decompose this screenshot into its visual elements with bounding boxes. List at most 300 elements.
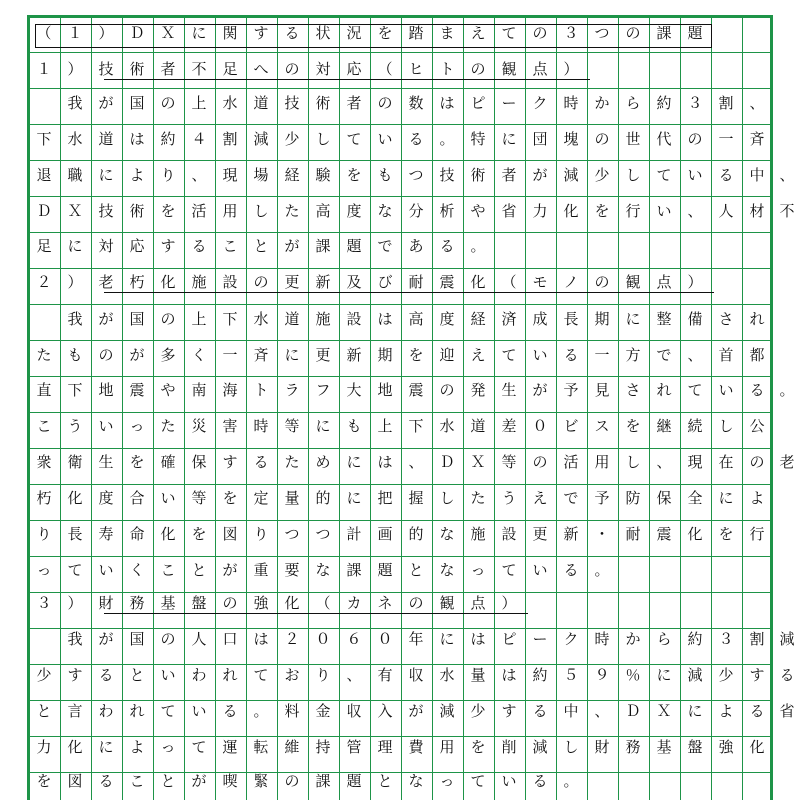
manuscript-char: カ <box>346 594 362 612</box>
manuscript-char: 収 <box>408 666 424 684</box>
manuscript-char: と <box>408 561 424 579</box>
manuscript-char: を <box>408 346 424 364</box>
manuscript-char: 題 <box>346 237 362 255</box>
manuscript-char: 持 <box>315 738 331 756</box>
manuscript-char: 。 <box>439 130 455 148</box>
manuscript-char: 等 <box>501 453 517 471</box>
manuscript-char: （ <box>315 594 331 612</box>
manuscript-char: り <box>160 166 176 184</box>
manuscript-char: 予 <box>594 489 610 507</box>
manuscript-char: 下 <box>36 130 52 148</box>
manuscript-char: 代 <box>656 130 672 148</box>
manuscript-char: 技 <box>98 202 114 220</box>
manuscript-char: い <box>532 346 548 364</box>
manuscript-char: 観 <box>625 273 641 291</box>
manuscript-char: 害 <box>222 417 238 435</box>
manuscript-char: 化 <box>749 738 765 756</box>
manuscript-char: 計 <box>346 525 362 543</box>
manuscript-char: 寿 <box>98 525 114 543</box>
manuscript-char: た <box>284 453 300 471</box>
manuscript-char: こ <box>222 237 238 255</box>
manuscript-char: 職 <box>67 166 83 184</box>
manuscript-char: 少 <box>284 130 300 148</box>
manuscript-char: れ <box>656 381 672 399</box>
manuscript-char: 減 <box>687 666 703 684</box>
manuscript-char: 道 <box>253 94 269 112</box>
manuscript-char: 強 <box>253 594 269 612</box>
manuscript-char: 課 <box>315 772 331 790</box>
manuscript-char: 化 <box>687 525 703 543</box>
manuscript-char: 確 <box>160 453 176 471</box>
manuscript-char: 足 <box>222 60 238 78</box>
manuscript-char: 施 <box>315 310 331 328</box>
manuscript-char: く <box>191 346 207 364</box>
manuscript-char: い <box>98 417 114 435</box>
manuscript-char: 水 <box>222 94 238 112</box>
manuscript-char: 上 <box>191 310 207 328</box>
manuscript-char: 予 <box>563 381 579 399</box>
manuscript-char: ら <box>625 94 641 112</box>
manuscript-char: 有 <box>377 666 393 684</box>
manuscript-char: 、 <box>687 202 703 220</box>
manuscript-char: 口 <box>222 630 238 648</box>
manuscript-char: び <box>377 273 393 291</box>
manuscript-char: ヒ <box>408 60 424 78</box>
manuscript-char: 把 <box>377 489 393 507</box>
manuscript-char: 朽 <box>36 489 52 507</box>
manuscript-char: を <box>718 525 734 543</box>
manuscript-char: 中 <box>563 702 579 720</box>
manuscript-char: 術 <box>470 166 486 184</box>
manuscript-char: 課 <box>315 237 331 255</box>
manuscript-char: 材 <box>749 202 765 220</box>
manuscript-char: 務 <box>625 738 641 756</box>
manuscript-char: た <box>470 489 486 507</box>
manuscript-char: 喫 <box>222 772 238 790</box>
manuscript-char: 、 <box>191 166 207 184</box>
manuscript-char: 大 <box>346 381 362 399</box>
manuscript-char: い <box>377 130 393 148</box>
heading-underline <box>104 292 714 293</box>
manuscript-char: 験 <box>315 166 331 184</box>
manuscript-char: の <box>253 273 269 291</box>
manuscript-char: て <box>501 346 517 364</box>
manuscript-char: 収 <box>346 702 362 720</box>
manuscript-char: ０ <box>532 417 548 435</box>
heading-underline <box>104 613 528 614</box>
manuscript-char: ５ <box>563 666 579 684</box>
manuscript-char: 生 <box>98 453 114 471</box>
manuscript-char: 塊 <box>563 130 579 148</box>
manuscript-char: っ <box>36 561 52 579</box>
manuscript-char: Ｄ <box>36 202 52 220</box>
manuscript-char: る <box>779 666 795 684</box>
manuscript-char: 応 <box>129 237 145 255</box>
manuscript-char: て <box>687 381 703 399</box>
manuscript-char: 技 <box>439 166 455 184</box>
manuscript-char: 合 <box>129 489 145 507</box>
manuscript-char: 活 <box>563 453 579 471</box>
manuscript-char: や <box>160 381 176 399</box>
manuscript-char: 少 <box>594 166 610 184</box>
manuscript-char: を <box>160 202 176 220</box>
manuscript-char: 析 <box>439 202 455 220</box>
manuscript-char: 期 <box>594 310 610 328</box>
manuscript-char: （ <box>501 273 517 291</box>
manuscript-char: 更 <box>284 273 300 291</box>
manuscript-char: ） <box>67 594 83 612</box>
manuscript-char: 緊 <box>253 772 269 790</box>
manuscript-char: を <box>346 166 362 184</box>
manuscript-char: た <box>36 346 52 364</box>
manuscript-char: を <box>377 24 393 42</box>
manuscript-char: 画 <box>377 525 393 543</box>
manuscript-char: Ｘ <box>160 24 176 42</box>
manuscript-char: 基 <box>656 738 672 756</box>
manuscript-char: い <box>656 202 672 220</box>
manuscript-char: を <box>470 738 486 756</box>
manuscript-char: に <box>98 166 114 184</box>
manuscript-char: で <box>656 346 672 364</box>
manuscript-char: い <box>160 666 176 684</box>
manuscript-char: ま <box>439 24 455 42</box>
manuscript-char: 命 <box>129 525 145 543</box>
manuscript-char: 経 <box>470 310 486 328</box>
manuscript-char: 金 <box>315 702 331 720</box>
manuscript-char: を <box>594 202 610 220</box>
manuscript-char: 用 <box>439 738 455 756</box>
manuscript-char: す <box>253 24 269 42</box>
manuscript-char: れ <box>222 666 238 684</box>
manuscript-char: 更 <box>315 346 331 364</box>
manuscript-char: い <box>501 772 517 790</box>
manuscript-char: か <box>625 630 641 648</box>
manuscript-char: の <box>470 60 486 78</box>
manuscript-char: 道 <box>284 310 300 328</box>
manuscript-char: は <box>377 453 393 471</box>
manuscript-char: １ <box>67 24 83 42</box>
manuscript-char: す <box>501 702 517 720</box>
manuscript-char: で <box>563 489 579 507</box>
manuscript-char: っ <box>160 738 176 756</box>
manuscript-char: ・ <box>594 525 610 543</box>
manuscript-char: と <box>377 772 393 790</box>
manuscript-char: 継 <box>656 417 672 435</box>
manuscript-char: の <box>625 24 641 42</box>
manuscript-char: 課 <box>656 24 672 42</box>
manuscript-char: え <box>470 24 486 42</box>
manuscript-char: 的 <box>315 489 331 507</box>
manuscript-char: は <box>501 666 517 684</box>
manuscript-char: て <box>67 561 83 579</box>
manuscript-char: っ <box>470 561 486 579</box>
manuscript-char: 財 <box>98 594 114 612</box>
manuscript-char: し <box>625 166 641 184</box>
manuscript-char: が <box>191 772 207 790</box>
manuscript-char: 要 <box>284 561 300 579</box>
manuscript-char: と <box>160 772 176 790</box>
manuscript-char: っ <box>129 417 145 435</box>
manuscript-char: 新 <box>315 273 331 291</box>
manuscript-char: る <box>532 772 548 790</box>
manuscript-char: 量 <box>284 489 300 507</box>
manuscript-char: す <box>67 666 83 684</box>
manuscript-char: 全 <box>687 489 703 507</box>
manuscript-char: 観 <box>501 60 517 78</box>
manuscript-char: 割 <box>749 630 765 648</box>
manuscript-char: 管 <box>346 738 362 756</box>
manuscript-char: 料 <box>284 702 300 720</box>
manuscript-char: わ <box>191 666 207 684</box>
manuscript-char: 地 <box>377 381 393 399</box>
manuscript-char: （ <box>377 60 393 78</box>
manuscript-char: の <box>532 453 548 471</box>
manuscript-char: 済 <box>501 310 517 328</box>
manuscript-char: 老 <box>98 273 114 291</box>
manuscript-char: 設 <box>222 273 238 291</box>
manuscript-char: の <box>594 130 610 148</box>
manuscript-char: 度 <box>346 202 362 220</box>
manuscript-char: る <box>749 702 765 720</box>
manuscript-char: ラ <box>284 381 300 399</box>
manuscript-char: の <box>532 24 548 42</box>
manuscript-char: に <box>315 417 331 435</box>
manuscript-char: を <box>625 417 641 435</box>
manuscript-char: る <box>563 346 579 364</box>
manuscript-char: 長 <box>563 310 579 328</box>
manuscript-char: 減 <box>779 630 795 648</box>
manuscript-char: 、 <box>687 346 703 364</box>
manuscript-char: ー <box>532 630 548 648</box>
manuscript-char: 震 <box>129 381 145 399</box>
manuscript-char: も <box>377 166 393 184</box>
manuscript-char: 退 <box>36 166 52 184</box>
manuscript-char: れ <box>749 310 765 328</box>
manuscript-char: 我 <box>67 630 83 648</box>
manuscript-char: 減 <box>439 702 455 720</box>
manuscript-char: 割 <box>718 94 734 112</box>
manuscript-char: な <box>377 202 393 220</box>
manuscript-char: 。 <box>594 561 610 579</box>
manuscript-char: 化 <box>284 594 300 612</box>
manuscript-char: 首 <box>718 346 734 364</box>
manuscript-char: 設 <box>501 525 517 543</box>
manuscript-char: ） <box>67 60 83 78</box>
manuscript-char: 財 <box>594 738 610 756</box>
manuscript-char: 保 <box>191 453 207 471</box>
manuscript-char: ０ <box>315 630 331 648</box>
manuscript-char: て <box>253 666 269 684</box>
manuscript-char: の <box>160 310 176 328</box>
manuscript-char: 国 <box>129 630 145 648</box>
manuscript-char: 言 <box>67 702 83 720</box>
manuscript-char: と <box>36 702 52 720</box>
manuscript-char: ノ <box>563 273 579 291</box>
manuscript-char: 不 <box>779 202 795 220</box>
manuscript-char: 水 <box>439 666 455 684</box>
manuscript-char: 耐 <box>408 273 424 291</box>
manuscript-char: ピ <box>501 630 517 648</box>
manuscript-char: る <box>532 702 548 720</box>
manuscript-char: 朽 <box>129 273 145 291</box>
manuscript-char: な <box>439 525 455 543</box>
manuscript-char: 成 <box>532 310 548 328</box>
manuscript-char: る <box>191 237 207 255</box>
manuscript-char: Ｘ <box>656 702 672 720</box>
manuscript-char: な <box>439 561 455 579</box>
manuscript-char: つ <box>315 525 331 543</box>
manuscript-char: 務 <box>129 594 145 612</box>
manuscript-char: 、 <box>408 453 424 471</box>
manuscript-char: 場 <box>253 166 269 184</box>
manuscript-char: ３ <box>718 630 734 648</box>
manuscript-char: Ｄ <box>625 702 641 720</box>
manuscript-char: の <box>222 594 238 612</box>
manuscript-char: ％ <box>625 666 641 684</box>
manuscript-char: り <box>36 525 52 543</box>
manuscript-char: 者 <box>160 60 176 78</box>
manuscript-char: に <box>718 489 734 507</box>
manuscript-char: 斉 <box>253 346 269 364</box>
manuscript-char: ３ <box>36 594 52 612</box>
manuscript-char: な <box>408 772 424 790</box>
manuscript-char: モ <box>532 273 548 291</box>
manuscript-char: 、 <box>656 453 672 471</box>
manuscript-char: 直 <box>36 381 52 399</box>
manuscript-char: 下 <box>408 417 424 435</box>
manuscript-char: 保 <box>656 489 672 507</box>
manuscript-char: 化 <box>563 202 579 220</box>
manuscript-char: 等 <box>284 417 300 435</box>
manuscript-char: ０ <box>377 630 393 648</box>
manuscript-char: 施 <box>470 525 486 543</box>
manuscript-char: 基 <box>160 594 176 612</box>
manuscript-char: 入 <box>377 702 393 720</box>
manuscript-char: 不 <box>191 60 207 78</box>
manuscript-char: 高 <box>408 310 424 328</box>
manuscript-char: 応 <box>346 60 362 78</box>
manuscript-char: が <box>408 702 424 720</box>
manuscript-char: 人 <box>718 202 734 220</box>
manuscript-char: 等 <box>191 489 207 507</box>
manuscript-char: 現 <box>687 453 703 471</box>
manuscript-char: 踏 <box>408 24 424 42</box>
manuscript-char: ） <box>67 273 83 291</box>
manuscript-char: い <box>687 166 703 184</box>
manuscript-char: る <box>563 561 579 579</box>
manuscript-char: 特 <box>470 130 486 148</box>
manuscript-char: ２ <box>36 273 52 291</box>
manuscript-char: て <box>501 24 517 42</box>
manuscript-char: れ <box>129 702 145 720</box>
manuscript-char: の <box>594 273 610 291</box>
manuscript-char: Ｘ <box>470 453 486 471</box>
manuscript-char: や <box>470 202 486 220</box>
manuscript-char: は <box>470 630 486 648</box>
manuscript-char: よ <box>129 166 145 184</box>
manuscript-char: 一 <box>718 130 734 148</box>
manuscript-char: 震 <box>439 273 455 291</box>
manuscript-char: 更 <box>532 525 548 543</box>
manuscript-char: に <box>191 24 207 42</box>
manuscript-char: 省 <box>501 202 517 220</box>
manuscript-char: い <box>191 702 207 720</box>
manuscript-char: ネ <box>377 594 393 612</box>
manuscript-char: 点 <box>656 273 672 291</box>
manuscript-char: 公 <box>749 417 765 435</box>
manuscript-char: ） <box>98 24 114 42</box>
manuscript-char: が <box>532 166 548 184</box>
manuscript-char: 国 <box>129 310 145 328</box>
manuscript-char: る <box>749 381 765 399</box>
manuscript-char: 南 <box>191 381 207 399</box>
manuscript-char: の <box>439 381 455 399</box>
manuscript-char: 。 <box>470 237 486 255</box>
manuscript-char: 整 <box>656 310 672 328</box>
manuscript-char: ピ <box>470 94 486 112</box>
manuscript-char: な <box>315 561 331 579</box>
manuscript-char: と <box>253 237 269 255</box>
manuscript-char: 少 <box>470 702 486 720</box>
manuscript-char: 水 <box>439 417 455 435</box>
manuscript-char: も <box>346 417 362 435</box>
manuscript-char: の <box>749 453 765 471</box>
manuscript-char: 費 <box>408 738 424 756</box>
manuscript-char: 重 <box>253 561 269 579</box>
manuscript-char: 。 <box>563 772 579 790</box>
manuscript-char: Ｘ <box>67 202 83 220</box>
manuscript-char: 備 <box>687 310 703 328</box>
manuscript-char: に <box>98 738 114 756</box>
manuscript-char: ２ <box>284 630 300 648</box>
manuscript-char: 約 <box>687 630 703 648</box>
manuscript-char: 方 <box>625 346 641 364</box>
manuscript-char: す <box>749 666 765 684</box>
manuscript-char: は <box>253 630 269 648</box>
manuscript-char: 者 <box>501 166 517 184</box>
manuscript-char: 者 <box>346 94 362 112</box>
manuscript-char: う <box>67 417 83 435</box>
manuscript-char: 足 <box>36 237 52 255</box>
manuscript-char: 約 <box>656 94 672 112</box>
manuscript-char: 図 <box>222 525 238 543</box>
manuscript-char: 度 <box>439 310 455 328</box>
manuscript-char: る <box>222 702 238 720</box>
manuscript-char: 災 <box>191 417 207 435</box>
manuscript-char: 道 <box>470 417 486 435</box>
manuscript-char: ６ <box>346 630 362 648</box>
manuscript-char: く <box>129 561 145 579</box>
manuscript-char: フ <box>315 381 331 399</box>
manuscript-char: Ｄ <box>439 453 455 471</box>
manuscript-char: り <box>253 525 269 543</box>
manuscript-char: に <box>687 702 703 720</box>
manuscript-char: て <box>470 772 486 790</box>
manuscript-char: 年 <box>408 630 424 648</box>
manuscript-char: て <box>501 561 517 579</box>
manuscript-char: 時 <box>563 94 579 112</box>
manuscript-char: さ <box>718 310 734 328</box>
manuscript-char: に <box>284 346 300 364</box>
manuscript-char: と <box>191 561 207 579</box>
manuscript-char: は <box>377 310 393 328</box>
manuscript-char: た <box>160 417 176 435</box>
manuscript-char: の <box>284 60 300 78</box>
manuscript-char: ） <box>501 594 517 612</box>
manuscript-char: 運 <box>222 738 238 756</box>
manuscript-char: が <box>98 630 114 648</box>
manuscript-char: 理 <box>377 738 393 756</box>
